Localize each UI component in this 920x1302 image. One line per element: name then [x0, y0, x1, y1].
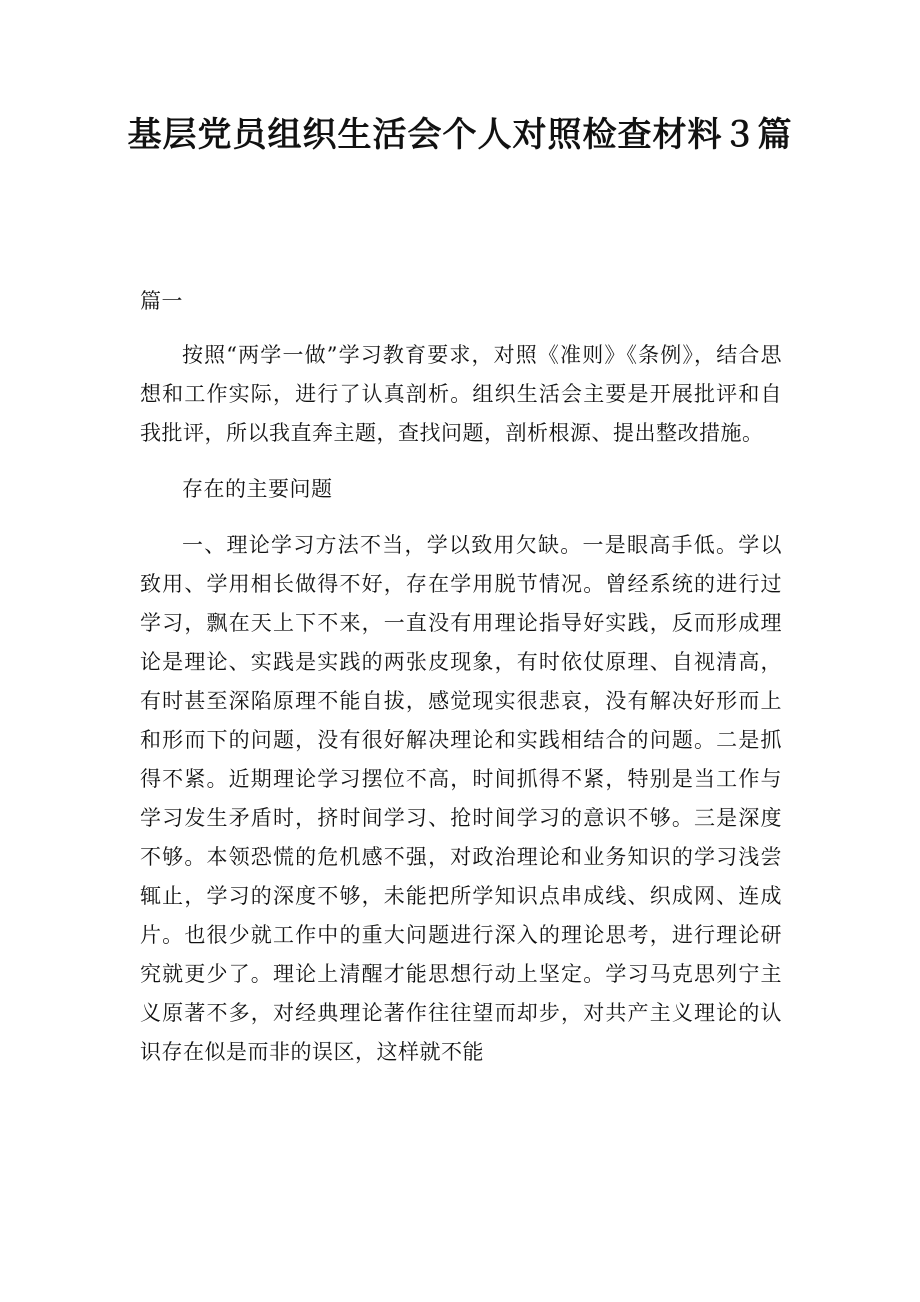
- section-label: 篇一: [140, 289, 183, 313]
- document-title: 基层党员组织生活会个人对照检查材料３篇: [127, 115, 793, 155]
- problem-one-paragraph: 一、理论学习方法不当，学以致用欠缺。一是眼高手低。学以致用、学用相长做得不好，存在学用脱节情况。曾经系统的进行过学习，飘在天上下不来，一直没有用理论指导好实践，反而形成理论是理论、实践是实践的两张皮现象，有时依仗原理、自视清高，有时甚至深陷原理不能自拔，感觉现实很悲哀，没有解决好形而上和形而下的问题，没有很好解决理论和实践相结合的问题。二是抓得不紧。近期理论学习摆位不高，时间抓得不紧，特别是当工作与学习发生矛盾时，挤时间学习、抢时间学习的意识不够。三是深度不够。本领恐慌的危机感不强，对政治理论和业务知识的学习浅尝辄止，学习的深度不够，未能把所学知识点串成线、织成网、连成片。也很少就工作中的重大问题进行深入的理论思考，进行理论研究就更少了。理论上清醒才能思想行动上坚定。学习马克思列宁主义原著不多，对经典理论著作往往望而却步，对共产主义理论的认识存在似是而非的误区，这样就不能: [140, 533, 782, 1064]
- document-body: [140, 282, 782, 1089]
- intro-paragraph: 按照“两学一做”学习教育要求，对照《准则》《条例》，结合思想和工作实际，进行了认真剖析。组织生活会主要是开展批评和自我批评，所以我直奔主题，查找问题，剖析根源、提出整改措施。: [140, 343, 782, 445]
- subheading-main-problems: 存在的主要问题: [182, 477, 333, 501]
